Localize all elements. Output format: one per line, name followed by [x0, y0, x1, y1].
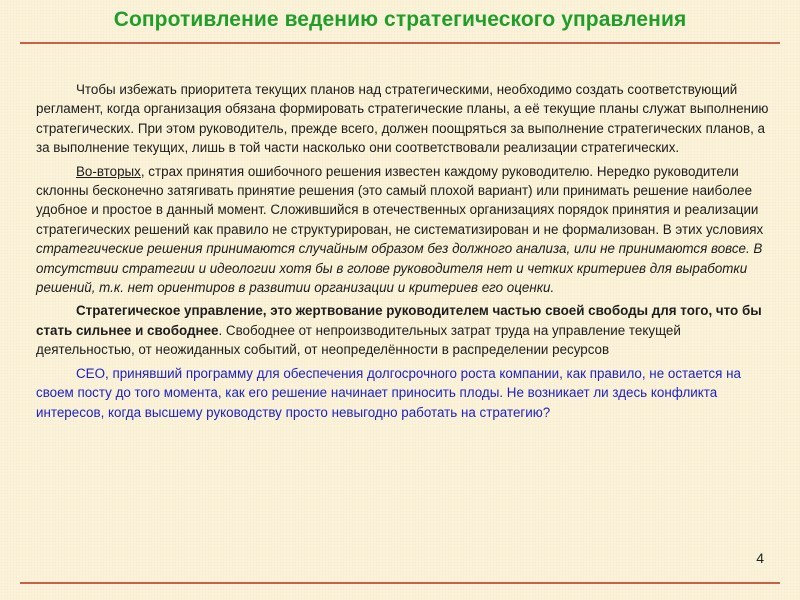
- slide-body: [36, 80, 774, 426]
- paragraph-2: [36, 162, 774, 298]
- paragraph-3: [36, 301, 774, 359]
- page-number: 4: [756, 550, 764, 566]
- bottom-divider: [20, 582, 780, 584]
- slide-title: Сопротивление ведению стратегического управления: [113, 8, 687, 31]
- paragraph-2-text: , страх принятия ошибочного решения известен каждому руководителю. Нередко руководители склонны бесконечно затягивать принятие решения (это самый плохой вариант) или принимать решение наиболее удобное и простое в данный момент. Сложившийся в отечественных организациях порядок принятия и реализации стратегических решений как правило не структурирован, не систематизирован и не формализован. В этих условиях: [36, 163, 764, 237]
- paragraph-3-text: . Свободнее от непроизводительных затрат труда на управление текущей деятельностью, от неожиданных событий, от неопределённости в распределении ресурсов: [36, 322, 681, 358]
- paragraph-2-lead: Во-вторых: [76, 163, 141, 179]
- paragraph-4: СЕО, принявший программу для обеспечения долгосрочного роста компании, как правило, не остается на своем посту до того момента, как его решение начинает приносить плоды. Не возникает ли здесь конфликта интересов, когда высшему руководству просто невыгодно работать на стратегию?: [36, 365, 741, 420]
- paragraph-3-bold: Стратегическое управление, это жертвование руководителем частью своей свободы для того, что бы стать сильнее и свободнее: [36, 303, 762, 338]
- paragraph-1: Чтобы избежать приоритета текущих планов над стратегическими, необходимо создать соответствующий регламент, когда организация обязана формировать стратегические планы, а её текущие планы служат выполнению стратегических. При этом руководитель, прежде всего, должен поощряться за выполнение стратегических планов, а за выполнение текущих, лишь в той части насколько они соответствовали реализации стратегических.: [36, 82, 769, 156]
- top-divider: [20, 42, 780, 44]
- paragraph-2-italic: стратегические решения принимаются случайным образом без должного анализа, или не принимаются вовсе. В отсутствии стратегии и идеологии хотя бы в голове руководителя нет и четких критериев для выработки решений, т.к. нет ориентиров в развитии организации и критериев его оценки.: [36, 241, 763, 296]
